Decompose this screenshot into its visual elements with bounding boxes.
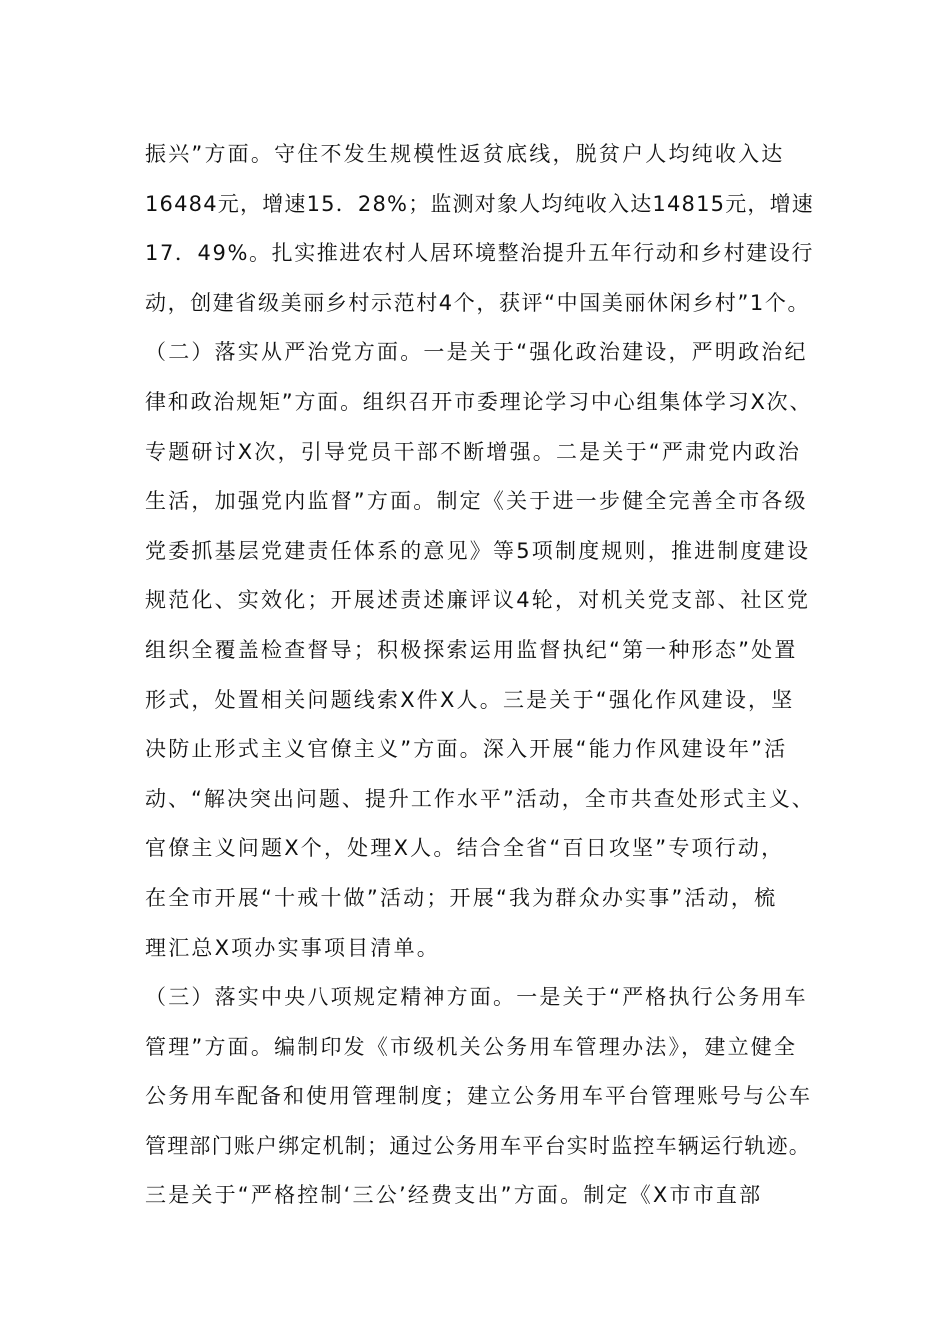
text-line: 公务用车配备和使用管理制度；建立公务用车平台管理账号与公车 xyxy=(145,1084,812,1109)
text-line: 律和政治规矩”方面。组织召开市委理论学习中心组集体学习X次、 xyxy=(145,389,813,414)
text-line: 官僚主义问题X个，处理X人。结合全省“百日攻坚”专项行动， xyxy=(145,836,785,861)
text-line: 动、“解决突出问题、提升工作水平”活动，全市共查处形式主义、 xyxy=(145,786,815,811)
text-line: 动，创建省级美丽乡村示范村4个，获评“中国美丽休闲乡村”1个。 xyxy=(145,290,811,315)
text-line: 决防止形式主义官僚主义”方面。深入开展“能力作风建设年”活 xyxy=(145,737,788,762)
text-line: 专题研讨X次，引导党员干部不断增强。二是关于“严肃党内政治 xyxy=(145,439,802,464)
text-line: 组织全覆盖检查督导；积极探索运用监督执纪“第一种形态”处置 xyxy=(145,637,798,662)
text-line: 形式，处置相关问题线索X件X人。三是关于“强化作风建设，坚 xyxy=(145,687,795,712)
text-line: 管理部门账户绑定机制；通过公务用车平台实时监控车辆运行轨迹。 xyxy=(145,1133,811,1158)
text-line: 振兴”方面。守住不发生规模性返贫底线，脱贫户人均纯收入达 xyxy=(145,142,785,166)
text-line: 在全市开展“十戒十做”活动；开展“我为群众办实事”活动，梳 xyxy=(145,885,778,910)
section-heading-line: （三）落实中央八项规定精神方面。一是关于“严格执行公务用车 xyxy=(145,985,808,1010)
text-line: 三是关于“严格控制‘三公’经费支出”方面。制定《X市市直部 xyxy=(145,1183,763,1208)
text-line: 生活，加强党内监督”方面。制定《关于进一步健全完善全市各级 xyxy=(145,489,808,514)
text-line: 16484元，增速15．28%；监测对象人均纯收入达14815元，增速 xyxy=(145,191,815,216)
section-heading-line: （二）落实从严治党方面。一是关于“强化政治建设，严明政治纪 xyxy=(145,340,808,365)
text-line: 理汇总X项办实事项目清单。 xyxy=(145,935,440,960)
text-line: 规范化、实效化；开展述责述廉评议4轮，对机关党支部、社区党 xyxy=(145,588,811,613)
document-body xyxy=(145,130,815,1221)
text-line: 党委抓基层党建责任体系的意见》等5项制度规则，推进制度建设 xyxy=(145,538,811,563)
text-line: 管理”方面。编制印发《市级机关公务用车管理办法》，建立健全 xyxy=(145,1034,798,1059)
text-line: 17．49%。扎实推进农村人居环境整治提升五年行动和乡村建设行 xyxy=(145,241,814,266)
